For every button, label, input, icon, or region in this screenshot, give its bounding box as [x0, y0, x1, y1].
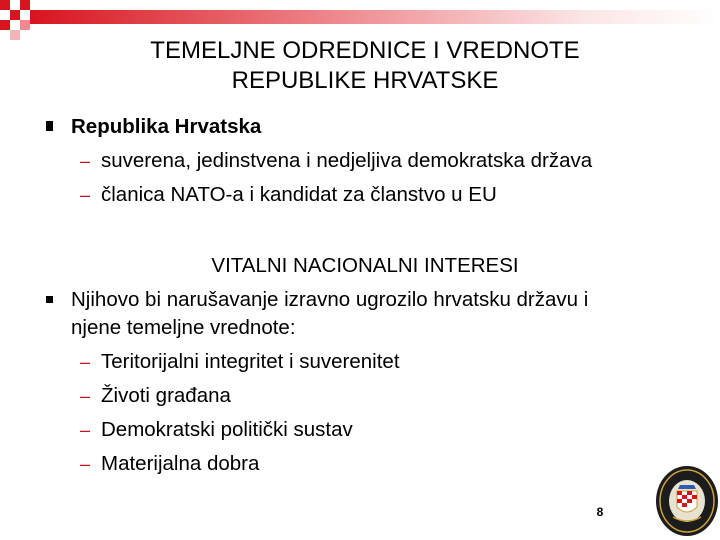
list-item: članica NATO-a i kandidat za članstvo u EU [101, 183, 497, 206]
list-item: suverena, jedinstvena i nedjeljiva demokratska država [101, 149, 593, 172]
title-line-2: REPUBLIKE HRVATSKE [231, 67, 499, 94]
dash-icon: – [80, 386, 91, 406]
ministry-seal-icon [655, 465, 719, 537]
slide-title [100, 36, 630, 96]
dash-icon: – [80, 352, 91, 372]
bullet-square-icon [46, 121, 53, 131]
section2-heading: VITALNI NACIONALNI INTERESI [211, 254, 519, 277]
list-item: Materijalna dobra [101, 452, 260, 475]
list-item: Demokratski politički sustav [101, 418, 353, 441]
dash-icon: – [80, 151, 91, 171]
dash-icon: – [80, 420, 91, 440]
section2-intro-line-2: njene temeljne vrednote: [71, 316, 296, 339]
dash-icon: – [80, 454, 91, 474]
page-number: 8 [596, 505, 604, 519]
title-line-1: TEMELJNE ODREDNICE I VREDNOTE [150, 37, 580, 64]
list-item: Teritorijalni integritet i suverenitet [101, 350, 400, 373]
section2-intro-line-1: Njihovo bi narušavanje izravno ugrozilo hrvatsku državu i [71, 288, 589, 311]
dash-icon: – [80, 185, 91, 205]
section1-heading: Republika Hrvatska [71, 115, 262, 138]
header-gradient-bar [30, 10, 720, 24]
list-item: Životi građana [101, 384, 231, 407]
bullet-square-icon [46, 296, 53, 303]
